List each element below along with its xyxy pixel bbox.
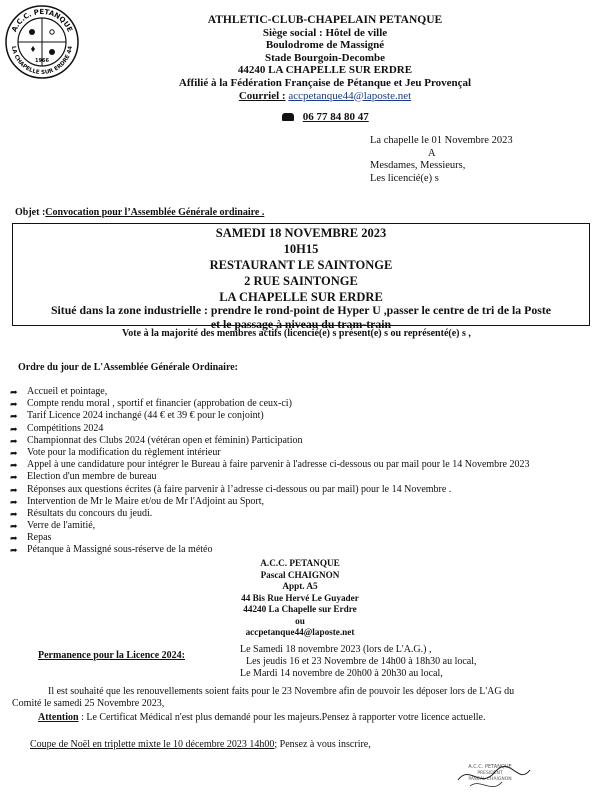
- list-item-text: Réponses aux questions écrites (à faire parvenir à l’adresse ci-dessous ou par mail) pour le 14 Novembre .: [27, 483, 452, 495]
- list-item: [10, 386, 595, 398]
- letter-date: La chapelle le 01 Novembre 2023: [370, 135, 513, 146]
- contact-name: Pascal CHAIGNON: [260, 569, 340, 580]
- arrow-bullet-icon: ➦: [10, 387, 18, 397]
- event-venue: RESTAURANT LE SAINTONGE: [209, 258, 393, 272]
- list-item: [10, 496, 595, 508]
- courriel-link[interactable]: accpetanque44@laposte.net: [288, 89, 412, 102]
- vote-line: Vote à la majorité des membres actifs (licencié(e) s présent(e) s ou représenté(e) s ,: [122, 328, 471, 339]
- permanence-list: [240, 644, 477, 680]
- letter-a: A: [428, 147, 436, 159]
- contact-email[interactable]: accpetanque44@laposte.net: [245, 627, 355, 637]
- phone-number: 06 77 84 80 47: [302, 111, 369, 123]
- arrow-bullet-icon: ➦: [10, 496, 18, 507]
- list-item: [10, 459, 595, 471]
- permanence-title: Permanence pour la Licence 2024:: [38, 650, 186, 661]
- logo-ring-top: A.C.C. PETANQUE: [10, 7, 74, 34]
- list-item: [10, 410, 595, 422]
- ville: 44240 LA CHAPELLE SUR ERDRE: [237, 64, 413, 77]
- logo-year: 1966: [35, 58, 49, 64]
- club-logo: [4, 4, 80, 80]
- arrow-bullet-icon: ➦: [10, 508, 18, 519]
- arrow-bullet-icon: ➦: [10, 460, 18, 471]
- list-item: [10, 447, 595, 459]
- contact-club: A.C.C. PETANQUE: [260, 558, 340, 568]
- list-item-text: Tarif Licence 2024 inchangé (44 € et 39 € pour le conjoint): [27, 410, 264, 422]
- courriel-line: [170, 90, 480, 103]
- event-box: [12, 223, 590, 331]
- list-item: [10, 435, 595, 447]
- arrow-bullet-icon: ➦: [10, 472, 18, 483]
- permanence-line-2: Les jeudis 16 et 23 Novembre de 14h00 à 18h30 au local,: [246, 656, 477, 667]
- stade: Stade Bourgoin-Decombe: [264, 51, 386, 64]
- ordre-du-jour-title: Ordre du jour de L'Assemblée Générale Ordinaire:: [18, 362, 238, 373]
- event-time: 10H15: [283, 242, 319, 256]
- attention-text: : Le Certificat Médical n'est plus demandé pour les majeurs.Pensez à rapporter votre licence actuelle.: [78, 712, 486, 723]
- list-item: [10, 471, 595, 483]
- coupe-noel-suffix: ; Pensez à vous inscrire,: [274, 739, 371, 750]
- arrow-bullet-icon: ➦: [10, 399, 18, 410]
- list-item-text: Intervention de Mr le Maire et/ou de Mr l'Adjoint au Sport,: [27, 495, 265, 507]
- arrow-bullet-icon: ➦: [10, 423, 18, 434]
- permanence-line-3: Le Mardi 14 novembre de 20h00 à 20h30 au local,: [240, 668, 443, 679]
- arrow-bullet-icon: ➦: [10, 484, 18, 495]
- list-item: [10, 532, 595, 544]
- affiliation: Affilié à la Fédération Française de Pétanque et Jeu Provençal: [178, 76, 472, 89]
- courriel-label: Courriel :: [238, 89, 286, 102]
- attention-line: [38, 712, 485, 723]
- stamp-line-1: A.C.C. PETANQUE: [468, 764, 512, 770]
- event-street: 2 RUE SAINTONGE: [244, 274, 358, 288]
- list-item-text: Compte rendu moral , sportif et financier (approbation de ceux-ci): [27, 398, 292, 410]
- list-item-text: Election d'un membre de bureau: [27, 471, 157, 483]
- list-item-text: Résultats du concours du jeudi.: [27, 507, 153, 519]
- list-item-text: Verre de l'amitié,: [27, 520, 96, 532]
- list-item: [10, 508, 595, 520]
- contact-appt: Appt. A5: [282, 581, 318, 591]
- list-item-text: Vote pour la modification du règlement intérieur: [27, 446, 221, 458]
- renouvellement-paragraph: [12, 686, 514, 710]
- letter-dest2: Les licencié(e) s: [370, 172, 439, 184]
- arrow-bullet-icon: ➦: [10, 533, 18, 544]
- event-directions-1: Situé dans la zone industrielle : prendre le rond-point de Hyper U ,passer le centre de tri de la Poste: [50, 303, 552, 317]
- coupe-noel-line: [30, 739, 371, 750]
- contact-city: 44240 La Chapelle sur Erdre: [243, 604, 357, 614]
- list-item-text: Repas: [27, 532, 52, 544]
- list-item: [10, 423, 595, 435]
- renouvellement-line-1: Il est souhaité que les renouvellements soient faits pour le 23 Novembre afin de pouvoir les déposer lors de L'AG du: [48, 686, 515, 697]
- objet-label: Objet :: [15, 207, 46, 218]
- objet-line: [15, 207, 264, 218]
- stamp-line-2: PRESIDENT: [477, 771, 503, 776]
- objet-text: Convocation pour l’Assemblée Générale ordinaire .: [45, 207, 265, 218]
- attention-label: Attention: [38, 712, 79, 723]
- siege-social: Siège social : Hôtel de ville: [262, 26, 388, 39]
- arrow-bullet-icon: ➦: [10, 435, 18, 446]
- boulodrome: Boulodrome de Massigné: [265, 39, 385, 52]
- list-item-text: Accueil et pointage,: [27, 386, 108, 397]
- contact-ou: ou: [295, 615, 305, 626]
- telephone-icon: [282, 113, 294, 121]
- list-item-text: Appel à une candidature pour intégrer le Bureau à faire parvenir à l'adresse ci-dessous ou par mail pour le 14 Novembre 2023: [27, 459, 530, 471]
- arrow-bullet-icon: ➦: [10, 411, 18, 422]
- contact-block: [190, 558, 410, 639]
- list-item-text: Pétanque à Massigné sous-réserve de la météo: [27, 544, 213, 556]
- phone-line: [282, 111, 369, 123]
- event-city: LA CHAPELLE SUR ERDRE: [219, 290, 383, 304]
- arrow-bullet-icon: ➦: [10, 521, 18, 532]
- event-date: SAMEDI 18 NOVEMBRE 2023: [215, 226, 387, 240]
- list-item: [10, 520, 595, 532]
- stamp-line-3: PASCAL CHAIGNON: [468, 777, 512, 782]
- arrow-bullet-icon: ➦: [10, 545, 18, 556]
- list-item: [10, 544, 595, 556]
- renouvellement-line-2: Comité le samedi 25 Novembre 2023,: [12, 698, 165, 709]
- letter-dest1: Mesdames, Messieurs,: [370, 160, 466, 171]
- letter-date-block: [370, 135, 513, 185]
- event-directions-2: et le passage à niveau du tram-train: [210, 316, 392, 331]
- permanence-line-1: Le Samedi 18 novembre 2023 (lors de L'A.G.) ,: [240, 644, 432, 655]
- logo-ring-bottom: LA CHAPELLE SUR ERDRE 44: [10, 45, 74, 77]
- list-item-text: Championnat des Clubs 2024 (vétéran open et féminin) Participation: [27, 434, 303, 446]
- signature-stamp: [440, 760, 540, 795]
- list-item: [10, 484, 595, 496]
- arrow-bullet-icon: ➦: [10, 447, 18, 458]
- list-item: [10, 398, 595, 410]
- list-item-text: Compétitions 2024: [27, 422, 104, 434]
- letterhead: [170, 14, 480, 102]
- coupe-noel-text: Coupe de Noël en triplette mixte le 10 décembre 2023 14h00: [30, 739, 275, 750]
- contact-street: 44 Bis Rue Hervé Le Guyader: [241, 592, 359, 603]
- agenda-list: [10, 386, 595, 557]
- club-name: ATHLETIC-CLUB-CHAPELAIN PETANQUE: [207, 14, 443, 26]
